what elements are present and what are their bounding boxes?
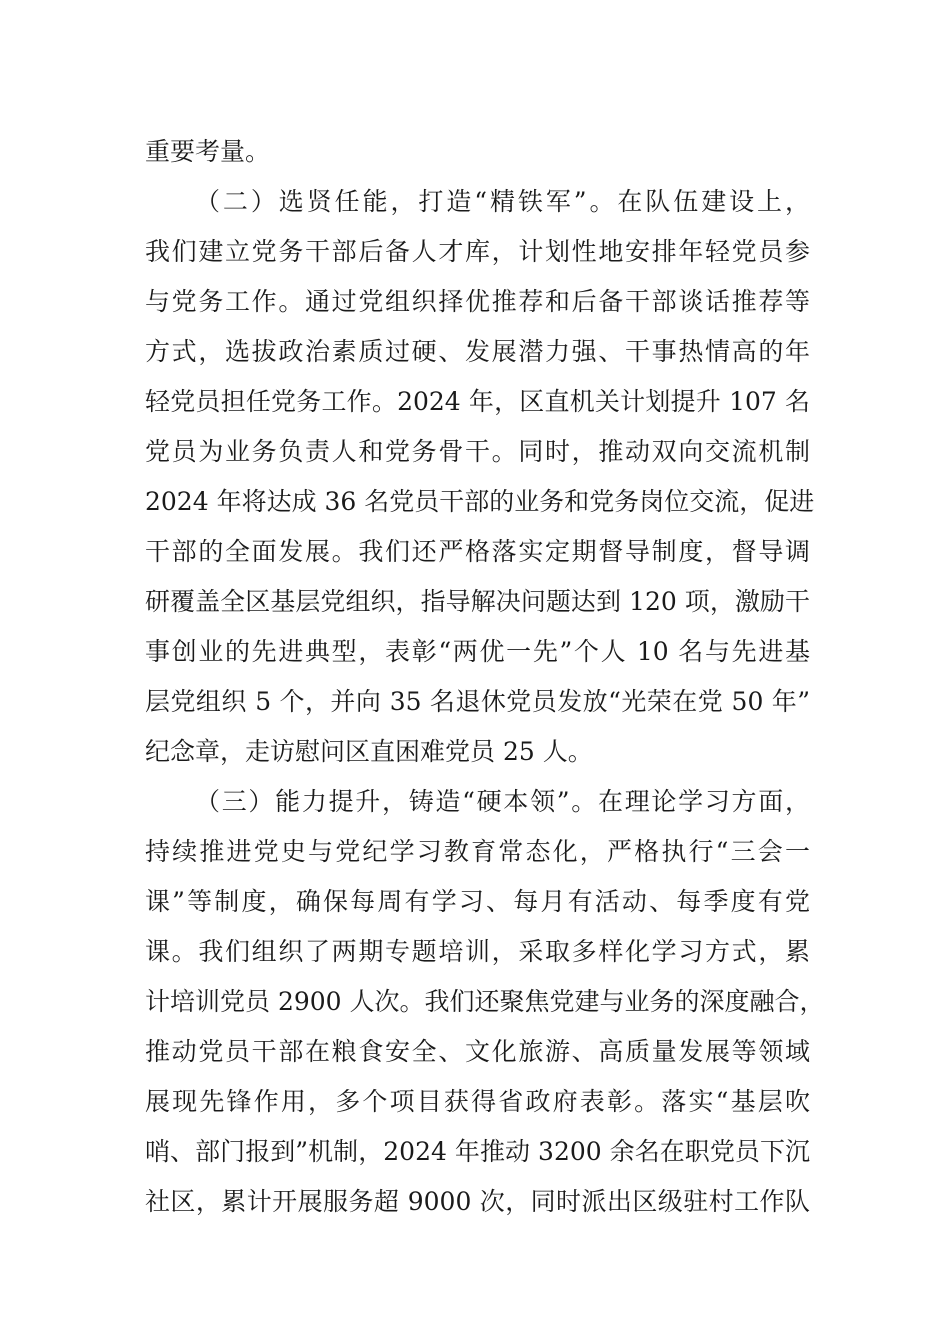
text-line: 干部的全面发展。我们还严格落实定期督导制度，督导调 (145, 537, 810, 566)
text-line: 2024 年将达成 36 名党员干部的业务和党务岗位交流，促进 (145, 487, 815, 516)
text-line: 纪念章，走访慰问区直困难党员 25 人。 (145, 737, 593, 766)
text-line: 党员为业务负责人和党务骨干。同时，推动双向交流机制 (145, 437, 810, 466)
text-line: 重要考量。 (145, 137, 271, 166)
text-line: 研覆盖全区基层党组织，指导解决问题达到 120 项，激励干 (145, 587, 810, 616)
text-line: 推动党员干部在粮食安全、文化旅游、高质量发展等领域 (145, 1037, 810, 1066)
text-line: 课”等制度，确保每周有学习、每月有活动、每季度有党 (145, 887, 810, 916)
section-heading-2: （二）选贤任能，打造“精铁军”。在队伍建设上， (195, 187, 810, 216)
text-line: 课。我们组织了两期专题培训，采取多样化学习方式，累 (145, 937, 810, 966)
text-line: 我们建立党务干部后备人才库，计划性地安排年轻党员参 (145, 237, 810, 266)
text-line: 方式，选拔政治素质过硬、发展潜力强、干事热情高的年 (145, 337, 810, 366)
text-line: 与党务工作。通过党组织择优推荐和后备干部谈话推荐等 (145, 287, 810, 316)
text-line: 层党组织 5 个，并向 35 名退休党员发放“光荣在党 50 年” (145, 687, 810, 716)
text-line: 哨、部门报到”机制，2024 年推动 3200 余名在职党员下沉 (145, 1137, 810, 1166)
text-line: 持续推进党史与党纪学习教育常态化，严格执行“三会一 (145, 837, 810, 866)
text-line: 轻党员担任党务工作。2024 年，区直机关计划提升 107 名 (145, 387, 810, 416)
text-line: 事创业的先进典型，表彰“两优一先”个人 10 名与先进基 (145, 637, 810, 666)
text-line: 计培训党员 2900 人次。我们还聚焦党建与业务的深度融合， (145, 987, 825, 1016)
section-heading-3: （三）能力提升，铸造“硬本领”。在理论学习方面， (195, 787, 810, 816)
text-line: 展现先锋作用，多个项目获得省政府表彰。落实“基层吹 (145, 1087, 810, 1116)
text-line: 社区，累计开展服务超 9000 次，同时派出区级驻村工作队 (145, 1187, 810, 1216)
